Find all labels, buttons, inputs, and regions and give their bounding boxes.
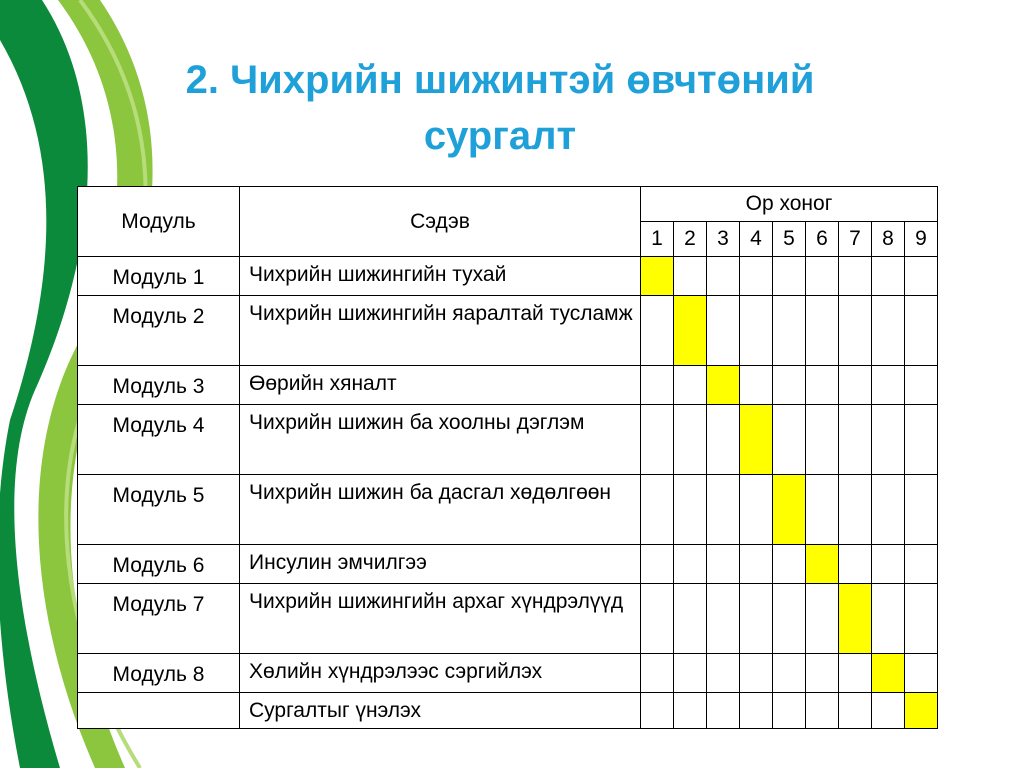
day-cell [740, 584, 773, 654]
day-cell [674, 584, 707, 654]
day-cell [773, 366, 806, 405]
scheduled-day-cell [674, 296, 707, 366]
day-cell [839, 475, 872, 545]
day-cell [872, 475, 905, 545]
day-cell [707, 257, 740, 296]
day-cell [641, 545, 674, 584]
day-number: 6 [806, 222, 839, 257]
day-cell [905, 257, 938, 296]
table-row [78, 545, 938, 584]
day-cell [641, 405, 674, 475]
day-cell [707, 405, 740, 475]
topic-cell: Чихрийн шижингийн яаралтай тусламж [240, 296, 641, 366]
header-module: Модуль [78, 187, 240, 257]
day-cell [641, 296, 674, 366]
day-number: 5 [773, 222, 806, 257]
day-cell [674, 693, 707, 729]
module-cell: Модуль 7 [78, 584, 240, 654]
module-cell: Модуль 2 [78, 296, 240, 366]
day-cell [872, 545, 905, 584]
day-cell [872, 405, 905, 475]
day-cell [674, 654, 707, 693]
scheduled-day-cell [773, 475, 806, 545]
day-cell [806, 296, 839, 366]
slide-title-line1: 2. Чихрийн шижинтэй өвчтөний [185, 58, 815, 102]
topic-cell: Хөлийн хүндрэлээс сэргийлэх [240, 654, 641, 693]
day-cell [674, 545, 707, 584]
day-number: 1 [641, 222, 674, 257]
day-cell [839, 545, 872, 584]
day-cell [740, 366, 773, 405]
slide-title [110, 52, 890, 164]
topic-cell: Чихрийн шижин ба хоолны дэглэм [240, 405, 641, 475]
header-days: Ор хоног [641, 187, 938, 222]
topic-cell: Чихрийн шижингийн тухай [240, 257, 641, 296]
table-row [78, 296, 938, 366]
day-cell [740, 475, 773, 545]
day-cell [806, 405, 839, 475]
training-schedule-table [77, 186, 938, 729]
table-row [78, 366, 938, 405]
day-cell [707, 654, 740, 693]
day-cell [707, 693, 740, 729]
day-cell [740, 654, 773, 693]
day-number: 8 [872, 222, 905, 257]
day-cell [773, 405, 806, 475]
day-cell [674, 475, 707, 545]
table-row [78, 584, 938, 654]
day-cell [773, 257, 806, 296]
header-topic: Сэдэв [240, 187, 641, 257]
day-cell [641, 654, 674, 693]
module-cell: Модуль 6 [78, 545, 240, 584]
day-cell [872, 296, 905, 366]
day-number: 9 [905, 222, 938, 257]
day-number: 2 [674, 222, 707, 257]
topic-cell: Чихрийн шижингийн архаг хүндрэлүүд [240, 584, 641, 654]
table-row [78, 405, 938, 475]
day-cell [872, 257, 905, 296]
day-cell [806, 654, 839, 693]
table-row [78, 475, 938, 545]
day-cell [839, 257, 872, 296]
day-cell [806, 584, 839, 654]
day-cell [872, 366, 905, 405]
day-number: 3 [707, 222, 740, 257]
day-cell [740, 693, 773, 729]
day-cell [872, 584, 905, 654]
day-cell [806, 257, 839, 296]
scheduled-day-cell [872, 654, 905, 693]
day-number: 4 [740, 222, 773, 257]
day-cell [839, 693, 872, 729]
topic-cell: Чихрийн шижин ба дасгал хөдөлгөөн [240, 475, 641, 545]
day-cell [707, 545, 740, 584]
day-cell [806, 693, 839, 729]
day-cell [905, 405, 938, 475]
day-cell [641, 475, 674, 545]
scheduled-day-cell [905, 693, 938, 729]
day-cell [674, 257, 707, 296]
day-cell [773, 693, 806, 729]
day-cell [773, 654, 806, 693]
day-cell [674, 366, 707, 405]
scheduled-day-cell [707, 366, 740, 405]
topic-cell: Өөрийн хяналт [240, 366, 641, 405]
day-cell [707, 475, 740, 545]
module-cell: Модуль 3 [78, 366, 240, 405]
scheduled-day-cell [806, 545, 839, 584]
day-cell [740, 257, 773, 296]
day-cell [806, 366, 839, 405]
module-cell: Модуль 1 [78, 257, 240, 296]
module-cell [78, 693, 240, 729]
day-number: 7 [839, 222, 872, 257]
day-cell [905, 654, 938, 693]
day-cell [839, 405, 872, 475]
day-cell [905, 366, 938, 405]
day-cell [707, 584, 740, 654]
slide-title-line2: сургалт [423, 114, 577, 158]
scheduled-day-cell [839, 584, 872, 654]
day-cell [905, 475, 938, 545]
day-cell [905, 545, 938, 584]
table-row [78, 257, 938, 296]
day-cell [773, 545, 806, 584]
day-cell [641, 693, 674, 729]
module-cell: Модуль 4 [78, 405, 240, 475]
scheduled-day-cell [641, 257, 674, 296]
module-cell: Модуль 8 [78, 654, 240, 693]
day-cell [740, 296, 773, 366]
topic-cell: Сургалтыг үнэлэх [240, 693, 641, 729]
table-row [78, 693, 938, 729]
day-cell [740, 545, 773, 584]
day-cell [707, 296, 740, 366]
day-cell [839, 654, 872, 693]
table-row [78, 654, 938, 693]
day-cell [905, 296, 938, 366]
day-cell [773, 584, 806, 654]
day-cell [905, 584, 938, 654]
day-cell [839, 296, 872, 366]
day-cell [641, 366, 674, 405]
day-cell [674, 405, 707, 475]
scheduled-day-cell [740, 405, 773, 475]
day-cell [641, 584, 674, 654]
day-cell [839, 366, 872, 405]
module-cell: Модуль 5 [78, 475, 240, 545]
day-cell [806, 475, 839, 545]
topic-cell: Инсулин эмчилгээ [240, 545, 641, 584]
day-cell [872, 693, 905, 729]
day-cell [773, 296, 806, 366]
